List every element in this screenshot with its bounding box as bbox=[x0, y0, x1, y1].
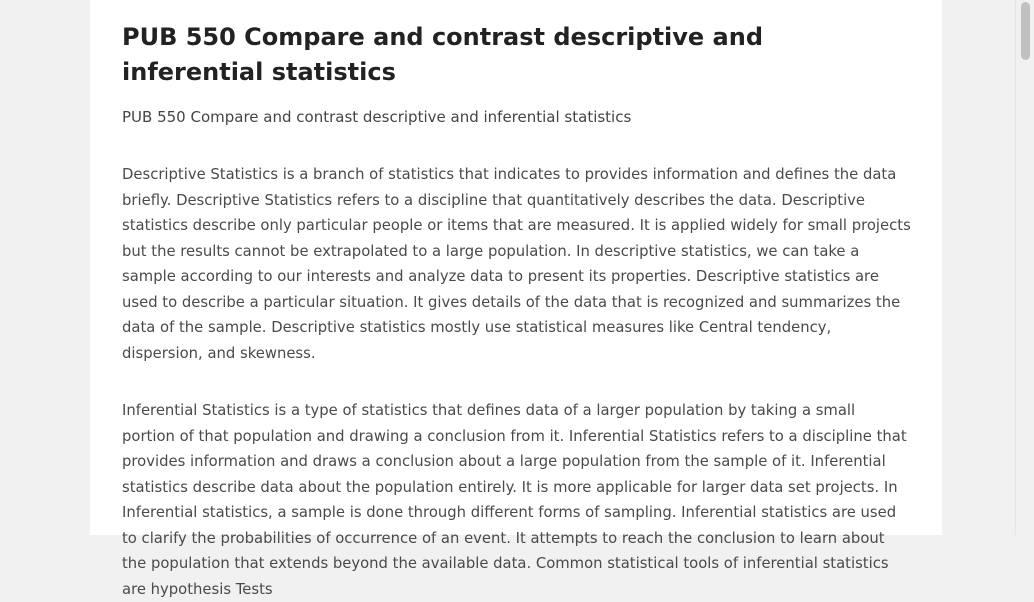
article-page bbox=[90, 0, 942, 598]
vertical-scrollbar[interactable] bbox=[1015, 0, 1034, 535]
article-title: PUB 550 Compare and contrast descriptive and inferential statistics bbox=[122, 23, 764, 86]
paragraph-inferential: Inferential Statistics is a type of statistics that defines data of a larger population by taking a small portion of that population and drawing a conclusion from it. Inferential Statistics refers to a discipline that provides information and draws a conclusion about a large population from the sample of it. Inferential statistics describe data about the population entirely. It is more applicable for larger data set projects. In Inferential statistics, a sample is done through different forms of sampling. Inferential statistics are used to clarify the probabilities of occurrence of an event. It attempts to reach the conclusion to learn about the population that extends beyond the available data. Common statistical tools of inferential statistics are hypothesis Tests bbox=[122, 402, 907, 598]
article-content bbox=[122, 20, 912, 602]
article-subtitle: PUB 550 Compare and contrast descriptive and inferential statistics bbox=[122, 108, 632, 126]
paragraph-descriptive: Descriptive Statistics is a branch of statistics that indicates to provides information and defines the data briefly. Descriptive Statistics refers to a discipline that quantitatively describes the data. Descriptive statistics describe only particular people or items that are measured. It is applied widely for small projects but the results cannot be extrapolated to a large population. In descriptive statistics, we can take a sample according to our interests and analyze data to present its properties. Descriptive statistics are used to describe a particular situation. It gives details of the data that is recognized and summarizes the data of the sample. Descriptive statistics mostly use statistical measures like Central tendency, dispersion, and skewness. bbox=[122, 166, 911, 362]
scrollbar-thumb[interactable] bbox=[1021, 2, 1030, 60]
